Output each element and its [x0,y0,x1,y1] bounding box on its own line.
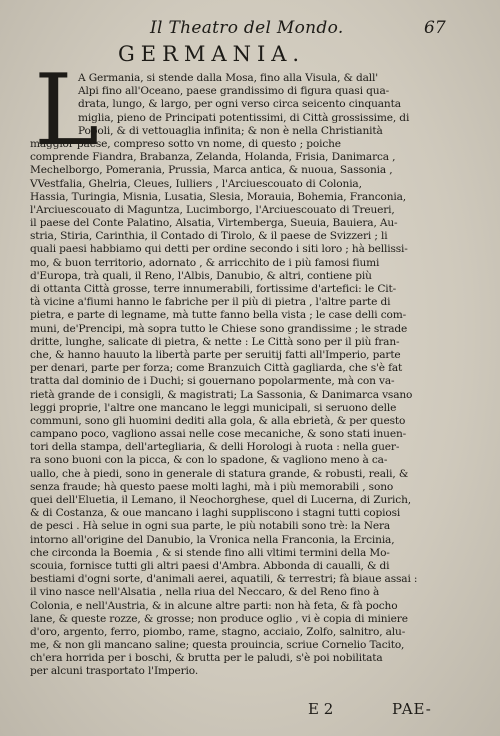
text-line: Alpi fino all'Oceano, paese grandissimo di figura quasi qua- [78,85,390,98]
text-line: di ottanta Città grosse, terre innumerabili, fortissime d'artefici: le Cit- [30,283,397,295]
text-line: scouia, fornisce tutti gli altri paesi d'Ambra. Abbonda di caualli, & di [30,559,390,572]
text-line: tori della stampa, dell'artegliaria, & delli Horologi à ruota : nella guer- [30,441,400,454]
text-line: Mechelborgo, Pomerania, Prussia, Marca antica, & nuoua, Sassonia , [30,164,393,177]
text-line: che circonda la Boemia , & si stende fino alli vltimi termini della Mo- [30,546,390,559]
text-line: per alcuni trasportato l'Imperio. [30,665,199,678]
text-line: intorno all'origine del Danubio, la Vronica nella Franconia, la Ercinia, [30,533,395,546]
text-line: che, & hanno hauuto la libertà parte per seruitij fatti all'Imperio, parte [30,348,401,361]
text-line: d'oro, argento, ferro, piombo, rame, stagno, acciaio, Zolfo, salnitro, alu- [30,625,406,638]
text-line: quei dell'Eluetia, il Lemano, il Neochorghese, quel di Lucerna, di Zurich, [30,494,411,506]
text-line: tratta dal dominio de i Duchi; si gouernano popolarmente, mà con va- [30,375,395,388]
drop-cap-initial: L [34,54,100,168]
text-line: senza fraude; hà questo paese molti laghi, mà i più memorabili , sono [30,480,394,493]
text-line: ch'era horrida per i boschi, & brutta per le paludi, s'è poi nobilitata [30,652,383,665]
text-line: dritte, lunghe, salicate di pietra, & nette : Le Città sono per il più fran- [30,335,400,348]
text-line: quali paesi habbiamo qui detti per ordine secondo i siti loro ; hà bellissi- [30,243,408,256]
text-line: Colonia, e nell'Austria, & in alcune altre parti: non hà feta, & fà pocho [30,599,398,612]
text-line: pietra, e parte di legname, mà tutte fanno bella vista ; le case delli com- [30,309,407,322]
page-header [0,18,500,42]
text-line: tà vicine a'fiumi hanno le fabriche per il più di pietra , l'altre parte di [30,296,391,309]
text-line: il vino nasce nell'Alsatia , nella riua del Neccaro, & del Reno fino à [30,586,380,599]
text-line: uallo, che à piedi, sono in generale di statura grande, & robusti, reali, & [30,467,409,480]
text-line: rietà grande de i consigli, & magistrati; La Sassonia, & Danimarca vsano [30,388,413,401]
text-line: muni, de'Prencipi, mà sopra tutto le Chiese sono grandissime ; le strade [30,322,408,335]
text-line: ra sono buoni con la picca, & con lo spadone, & vagliono meno à ca- [30,454,388,467]
catchword: PAE- [392,700,432,718]
text-line: bestiami d'ogni sorte, d'animali aerei, aquatili, & terrestri; fà biaue assai : [30,573,418,586]
text-line: communi, sono gli huomini dediti alla gola, & alla ebrietà, & per questo [30,414,406,427]
chapter-title: GERMANIA. [118,42,306,66]
signature-mark: E 2 [308,700,334,718]
text-line: maggior paese, compreso sotto vn nome, di questo ; poiche [30,137,341,150]
text-line: il paese del Conte Palatino, Alsatia, Virtemberga, Sueuia, Bauiera, Au- [30,217,398,230]
text-line: me, & non gli mancano saline; questa prouincia, scriue Cornelio Tacito, [30,639,405,652]
text-line: & di Costanza, & oue mancano i laghi suppliscono i stagni tutti copiosi [30,507,401,520]
text-line: per denari, parte per forza; come Branzuich Città gagliarda, che s'è fat [30,362,403,375]
text-line: miglia, pieno de Principati potentissimi, di Città grossissime, di [78,111,410,124]
text-line: leggi proprie, l'altre one mancano le leggi municipali, si seruono delle [30,401,397,414]
text-line: de pesci . Hà selue in ogni sua parte, le più notabili sono trè: la Nera [30,520,391,533]
text-line: l'Arciuescouato di Maguntza, Lucimborgo, l'Arciuescouato di Treueri, [30,203,395,216]
text-line: drata, lungo, & largo, per ogni verso circa seicento cinquanta [78,98,401,111]
text-line: stria, Stiria, Carinthia, il Contado di Tirolo, & il paese de Svizzeri ; li [30,230,388,243]
text-line: VVestfalia, Ghelria, Cleues, Iulliers , l'Arciuescouato di Colonia, [30,177,362,190]
text-line: mo, & buon territorio, adornato , & arricchito de i più famosi fiumi [30,256,380,269]
text-line: d'Europa, trà quali, il Reno, l'Albis, Danubio, & altri, contiene più [30,269,372,282]
running-title: Il Theatro del Mondo. [150,18,344,38]
text-line: Hassia, Turingia, Misnia, Lusatia, Slesia, Morauia, Bohemia, Franconia, [30,190,406,203]
body-text [30,72,470,679]
text-line: Popoli, & di vettouaglia infinita; & non è nella Christianità [78,124,383,137]
text-line: campano poco, vagliono assai nelle cose mecaniche, & sono stati inuen- [30,428,407,441]
text-line: comprende Fiandra, Brabanza, Zelanda, Holanda, Frisia, Danimarca , [30,151,396,164]
page-number: 67 [424,18,446,38]
text-line: A Germania, si stende dalla Mosa, fino alla Visula, & dall' [78,72,379,84]
text-line: lane, & queste rozze, & grosse; non produce oglio , vi è copia di miniere [30,612,408,625]
